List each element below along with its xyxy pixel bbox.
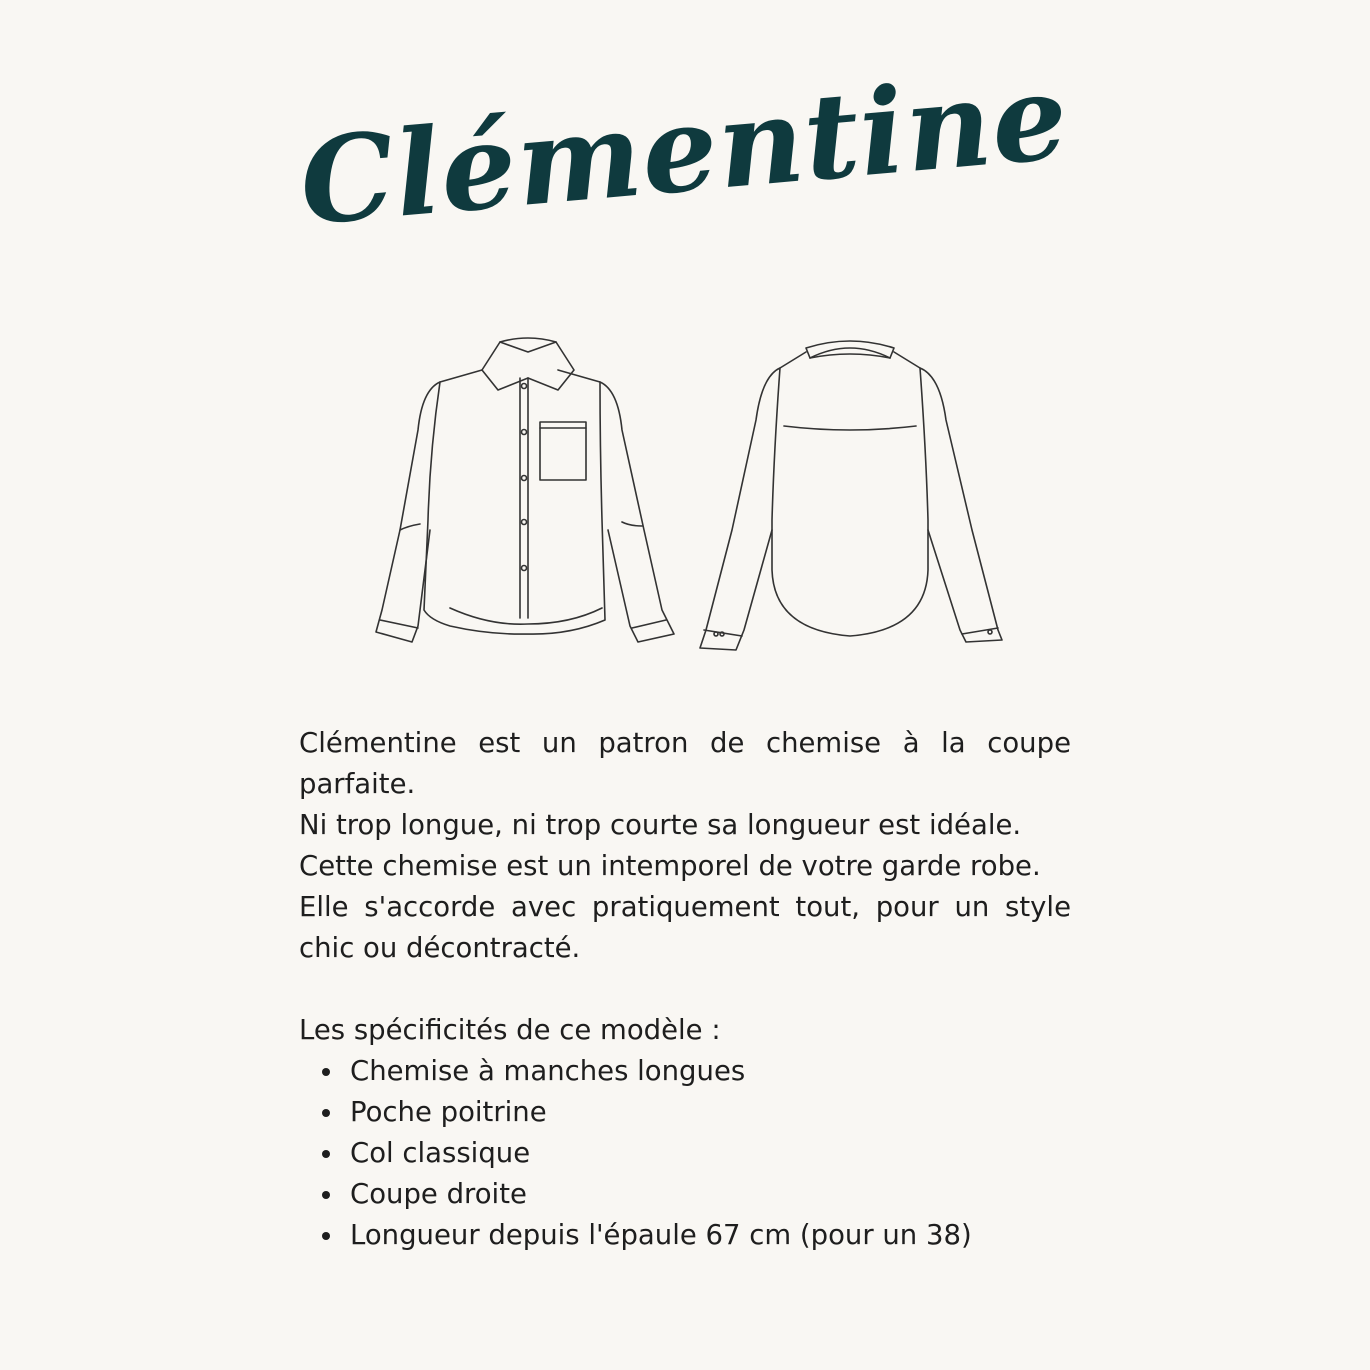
list-item: Coupe droite: [350, 1174, 1071, 1215]
list-item: Chemise à manches longues: [350, 1051, 1071, 1092]
shirt-front-icon: [376, 338, 674, 642]
description-line: Cette chemise est un intemporel de votre garde robe.: [299, 850, 1041, 882]
specs-heading: Les spécificités de ce modèle :: [299, 1014, 721, 1046]
list-item: Col classique: [350, 1133, 1071, 1174]
specs-list: [299, 1051, 1071, 1256]
shirt-drawings: [360, 330, 1020, 660]
description-line: Ni trop longue, ni trop courte sa longueur est idéale.: [299, 809, 1022, 841]
spacer: [299, 969, 1071, 1010]
description-block: [299, 723, 1071, 1256]
shirt-back-icon: [700, 341, 1002, 650]
list-item: Longueur depuis l'épaule 67 cm (pour un 38): [350, 1215, 1071, 1256]
description-line: Clémentine est un patron de chemise à la coupe parfaite.: [299, 727, 1071, 800]
description-line: Elle s'accorde avec pratiquement tout, pour un style chic ou décontracté.: [299, 891, 1071, 964]
page-title: Clémentine: [294, 46, 1074, 252]
list-item: Poche poitrine: [350, 1092, 1071, 1133]
